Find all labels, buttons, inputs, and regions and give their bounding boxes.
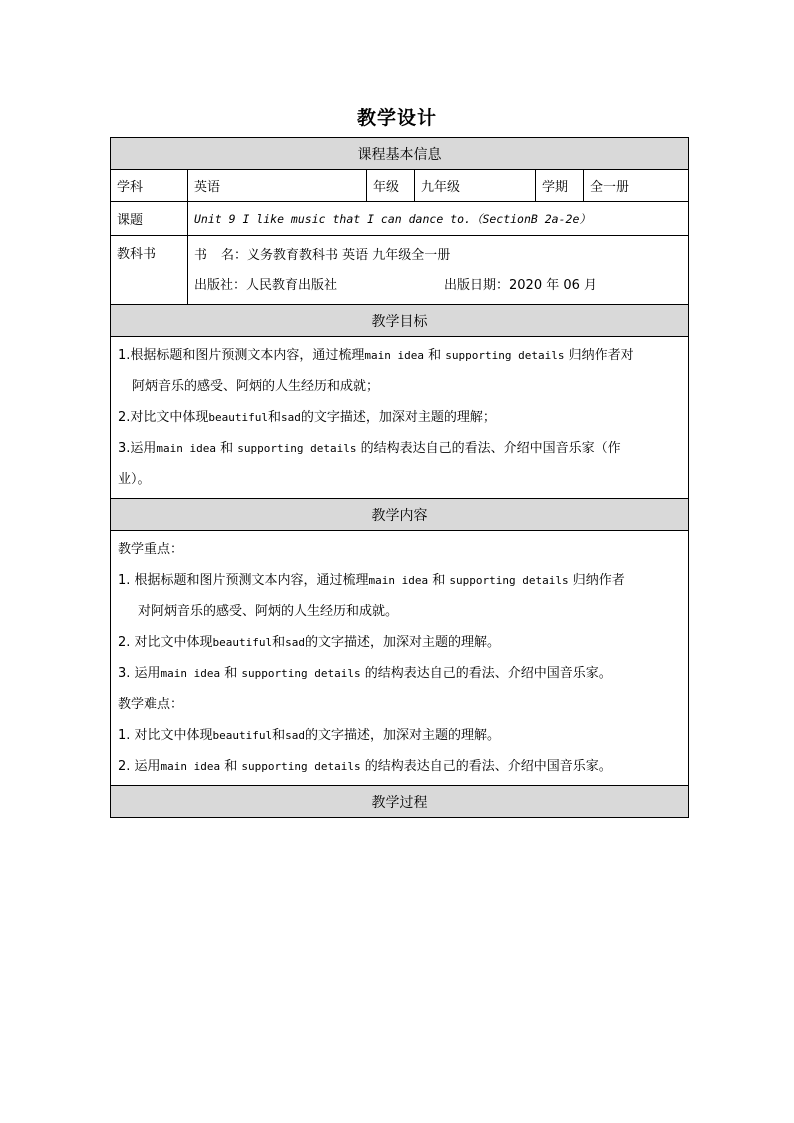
table-row: [111, 236, 689, 305]
lesson-plan-table: [110, 137, 689, 818]
pub-date: 2020 年 06 月: [509, 277, 598, 293]
subject-label: 学科: [111, 170, 188, 202]
grade-label: 年级: [367, 170, 415, 202]
difficult-points-label: 教学难点：: [118, 697, 184, 712]
table-row: [111, 170, 689, 202]
section-header-process: 教学过程: [111, 786, 689, 818]
textbook-label: 教科书: [111, 236, 188, 305]
objectives-body: [111, 337, 689, 499]
subject-value: 英语: [188, 170, 367, 202]
objective-1-cont: 阿炳音乐的感受、阿炳的人生经历和成就；: [132, 379, 380, 394]
content-body: [111, 531, 689, 786]
difficult-point-2: 2. 运用main idea 和 supporting details 的结构表达自己的看法、介绍中国音乐家。: [118, 759, 612, 774]
publisher-label: 出版社：: [194, 277, 247, 293]
term-value: 全一册: [584, 170, 689, 202]
table-row: [111, 531, 689, 786]
term-label: 学期: [536, 170, 584, 202]
key-point-1-cont: 对阿炳音乐的感受、阿炳的人生经历和成就。: [138, 604, 399, 619]
difficult-point-1: 1. 对比文中体现beautiful和sad的文字描述，加深对主题的理解。: [118, 728, 501, 743]
textbook-details: [188, 236, 689, 305]
topic-label: 课题: [111, 202, 188, 236]
document-title: 教学设计: [356, 107, 437, 129]
book-name: 义务教育教科书 英语 九年级全一册: [247, 247, 451, 263]
section-header-objectives: 教学目标: [111, 305, 689, 337]
publisher: 人民教育出版社: [246, 277, 338, 293]
section-header-content: 教学内容: [111, 499, 689, 531]
key-point-1: 1. 根据标题和图片预测文本内容，通过梳理main idea 和 supporting details 归纳作者: [118, 573, 625, 588]
objective-1: 1.根据标题和图片预测文本内容，通过梳理main idea 和 supporting details 归纳作者对: [118, 348, 634, 363]
objective-3-cont: 业）。: [118, 472, 151, 487]
key-point-2: 2. 对比文中体现beautiful和sad的文字描述，加深对主题的理解。: [118, 635, 501, 650]
book-name-label: 书: [194, 247, 208, 263]
table-row: [111, 202, 689, 236]
grade-value: 九年级: [415, 170, 536, 202]
objective-3: 3.运用main idea 和 supporting details 的结构表达自己的看法、介绍中国音乐家（作: [118, 441, 621, 456]
publisher-line: [188, 271, 688, 301]
book-name-line: [188, 240, 688, 271]
key-point-3: 3. 运用main idea 和 supporting details 的结构表达自己的看法、介绍中国音乐家。: [118, 666, 612, 681]
book-name-label-2: 名：: [221, 247, 248, 263]
topic-value: Unit 9 I like music that I can dance to.（SectionB 2a-2e）: [188, 202, 689, 236]
pub-date-label: 出版日期：: [444, 277, 510, 293]
key-points-label: 教学重点：: [118, 542, 184, 557]
table-row: [111, 337, 689, 499]
section-header-basic-info: 课程基本信息: [111, 138, 689, 170]
pub-date-group: [444, 271, 597, 301]
objective-2: 2.对比文中体现beautiful和sad的文字描述，加深对主题的理解；: [118, 410, 496, 425]
